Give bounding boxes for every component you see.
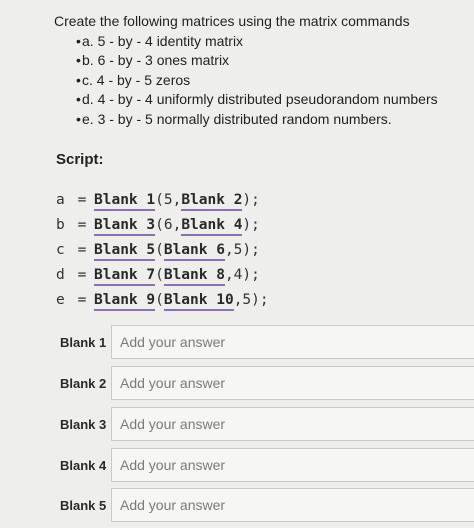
blank-marker: Blank 5 xyxy=(94,242,155,261)
list-item xyxy=(54,90,438,110)
blank-3-input[interactable] xyxy=(111,407,474,441)
question-prompt xyxy=(54,12,438,129)
list-item xyxy=(54,71,438,91)
blank-marker: Blank 4 xyxy=(181,217,242,236)
answer-label: Blank 4 xyxy=(60,458,107,473)
bullet-icon: • xyxy=(76,52,81,68)
bullet-icon: • xyxy=(76,71,81,88)
script-line-b xyxy=(56,215,260,235)
close-paren: ,5); xyxy=(233,292,269,308)
list-item xyxy=(54,51,438,71)
code-text: 5, xyxy=(163,192,182,208)
question-title: Create the following matrices using the matrix commands xyxy=(54,13,410,29)
answer-row-blank-5 xyxy=(60,488,474,528)
script-line-a xyxy=(56,190,260,210)
equals-sign: = xyxy=(77,217,87,233)
blank-marker: Blank 7 xyxy=(94,267,155,286)
answer-row-blank-4 xyxy=(60,448,474,488)
list-item xyxy=(54,110,438,130)
list-item-text: d. 4 - by - 4 uniformly distributed pseudorandom numbers xyxy=(82,91,438,107)
open-paren: ( xyxy=(155,242,164,258)
blank-marker: Blank 2 xyxy=(181,192,242,211)
script-line-c xyxy=(56,240,260,260)
open-paren: ( xyxy=(155,267,164,283)
blank-marker: Blank 1 xyxy=(94,192,155,211)
list-item-text: e. 3 - by - 5 normally distributed random numbers. xyxy=(82,110,392,127)
list-item-text: b. 6 - by - 3 ones matrix xyxy=(82,52,230,68)
equals-sign: = xyxy=(77,242,87,258)
list-item-text: a. 5 - by - 4 identity matrix xyxy=(82,32,244,49)
answer-row-blank-2 xyxy=(60,366,474,406)
answer-label: Blank 2 xyxy=(60,376,107,391)
close-paren: ,5); xyxy=(224,242,260,258)
answer-row-blank-1 xyxy=(60,325,474,365)
close-paren: ,4); xyxy=(224,267,260,283)
answer-label: Blank 3 xyxy=(60,417,107,432)
blank-marker: Blank 8 xyxy=(164,267,225,286)
bullet-icon: • xyxy=(76,91,81,107)
blank-marker: Blank 3 xyxy=(94,217,155,236)
open-paren: ( xyxy=(155,192,164,208)
variable-name: e xyxy=(56,292,65,308)
blank-2-input[interactable] xyxy=(111,366,474,400)
answer-label: Blank 1 xyxy=(60,335,107,350)
variable-name: c xyxy=(56,242,65,258)
requirements-list xyxy=(54,32,438,130)
equals-sign: = xyxy=(77,292,87,308)
equals-sign: = xyxy=(77,267,87,283)
equals-sign: = xyxy=(77,192,87,208)
blank-1-input[interactable] xyxy=(111,325,474,359)
list-item-text: c. 4 - by - 5 zeros xyxy=(82,71,191,88)
blank-marker: Blank 6 xyxy=(164,242,225,261)
bullet-icon: • xyxy=(76,110,81,127)
close-paren: ); xyxy=(242,217,260,233)
open-paren: ( xyxy=(155,292,164,308)
variable-name: a xyxy=(56,192,65,208)
answer-row-blank-3 xyxy=(60,407,474,447)
script-line-d xyxy=(56,265,260,285)
open-paren: ( xyxy=(155,217,164,233)
answer-label: Blank 5 xyxy=(60,498,107,513)
script-label: Script: xyxy=(56,151,104,168)
close-paren: ); xyxy=(242,192,260,208)
list-item xyxy=(54,32,438,52)
variable-name: d xyxy=(56,267,65,283)
blank-marker: Blank 9 xyxy=(94,292,155,311)
blank-5-input[interactable] xyxy=(111,488,474,522)
variable-name: b xyxy=(56,217,65,233)
blank-marker: Blank 10 xyxy=(164,292,234,311)
script-line-e xyxy=(56,290,269,310)
bullet-icon: • xyxy=(76,32,81,49)
code-text: 6, xyxy=(163,217,182,233)
blank-4-input[interactable] xyxy=(111,448,474,482)
